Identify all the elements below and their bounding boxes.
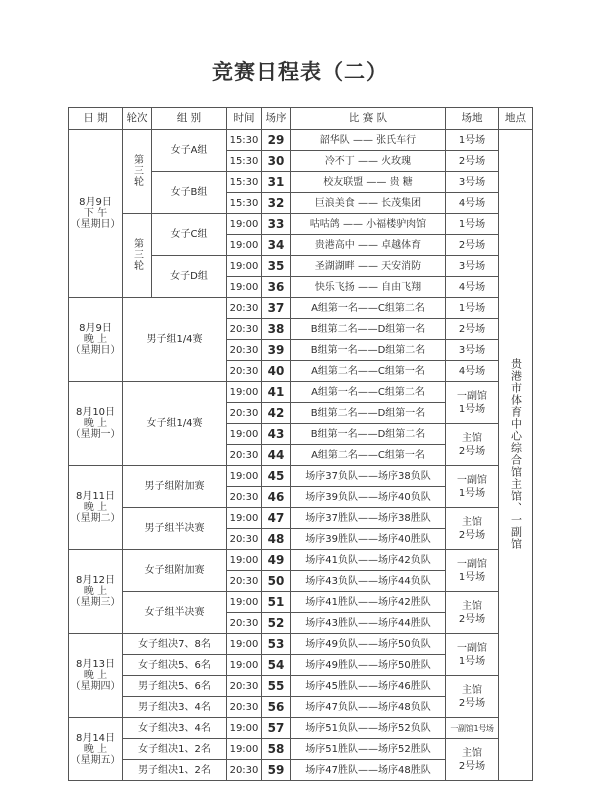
venue-cell: 2号场 (446, 235, 499, 256)
seq-cell: 50 (262, 571, 291, 592)
teams-cell: 场序37负队——场序38负队 (291, 466, 446, 487)
round-cell (123, 214, 152, 298)
group-cell: 女子C组 (152, 214, 227, 256)
group-cell: 女子A组 (152, 130, 227, 172)
seq-cell: 47 (262, 508, 291, 529)
teams-cell: 场序41胜队——场序42胜队 (291, 592, 446, 613)
date-day: 8月13日 (75, 659, 116, 670)
group-cell: 男子组附加赛 (123, 466, 227, 508)
time-cell: 19:00 (227, 634, 262, 655)
seq-cell: 45 (262, 466, 291, 487)
seq-cell: 51 (262, 592, 291, 613)
teams-cell: 快乐飞扬 —— 自由飞翔 (291, 277, 446, 298)
teams-cell: 韶华队 —— 张氏车行 (291, 130, 446, 151)
seq-cell: 41 (262, 382, 291, 403)
teams-cell: 场序51胜队——场序52胜队 (291, 739, 446, 760)
date-cell (69, 466, 123, 550)
table-row (69, 382, 533, 403)
venue-court: 1号场 (458, 655, 486, 667)
group-cell: 女子组1/4赛 (123, 382, 227, 466)
time-cell: 19:00 (227, 214, 262, 235)
teams-cell: B组第一名——D组第二名 (291, 340, 446, 361)
seq-cell: 48 (262, 529, 291, 550)
seq-cell: 39 (262, 340, 291, 361)
venue-court: 1号场 (458, 487, 486, 499)
teams-cell: B组第二名——D组第一名 (291, 319, 446, 340)
table-row (69, 592, 533, 613)
venue-court: 2号场 (458, 697, 486, 709)
teams-cell: 场序49胜队——场序50胜队 (291, 655, 446, 676)
group-cell: 男子组决1、2名 (123, 760, 227, 781)
location-cell (499, 130, 533, 781)
group-cell: 女子D组 (152, 256, 227, 298)
seq-cell: 35 (262, 256, 291, 277)
venue-court: 2号场 (458, 613, 486, 625)
date-cell (69, 130, 123, 298)
date-period: 晚 上 (83, 334, 108, 345)
time-cell: 19:00 (227, 277, 262, 298)
venue-cell: 4号场 (446, 361, 499, 382)
teams-cell: B组第一名——D组第二名 (291, 424, 446, 445)
table-row (69, 298, 533, 319)
teams-cell: 场序39负队——场序40负队 (291, 487, 446, 508)
venue-hall: 一副馆 (457, 390, 487, 402)
header-group: 组 别 (152, 108, 227, 130)
date-day: 8月9日 (79, 323, 112, 334)
round-label: 第三轮 (131, 153, 143, 187)
venue-cell (446, 739, 499, 781)
group-cell: 男子组半决赛 (123, 508, 227, 550)
teams-cell: 场序41负队——场序42负队 (291, 550, 446, 571)
date-weekday: （星期二） (70, 513, 121, 524)
venue-cell: 2号场 (446, 151, 499, 172)
seq-cell: 31 (262, 172, 291, 193)
table-row (69, 508, 533, 529)
page-title: 竞赛日程表（二） (212, 60, 388, 84)
teams-cell: 场序43胜队——场序44胜队 (291, 613, 446, 634)
date-weekday: （星期五） (70, 754, 121, 766)
venue-cell: 一副馆1号场 (446, 718, 499, 739)
date-day: 8月9日 (79, 197, 112, 208)
teams-cell: 场序49负队——场序50负队 (291, 634, 446, 655)
time-cell: 20:30 (227, 487, 262, 508)
date-day: 8月11日 (75, 491, 116, 502)
date-cell (69, 718, 123, 781)
seq-cell: 36 (262, 277, 291, 298)
seq-cell: 42 (262, 403, 291, 424)
venue-cell: 3号场 (446, 256, 499, 277)
venue-hall: 主馆 (462, 600, 482, 612)
date-weekday: （星期日） (70, 219, 121, 230)
venue-cell (446, 424, 499, 466)
teams-cell: 场序45胜队——场序46胜队 (291, 676, 446, 697)
teams-cell: 冷不丁 —— 火玫瑰 (291, 151, 446, 172)
venue-hall: 主馆 (462, 747, 482, 759)
seq-cell: 49 (262, 550, 291, 571)
venue-cell (446, 550, 499, 592)
header-row (69, 108, 533, 130)
teams-cell: A组第二名——C组第一名 (291, 445, 446, 466)
venue-hall: 主馆 (462, 684, 482, 696)
table-row (69, 634, 533, 655)
venue-court: 1号场 (458, 403, 486, 415)
venue-court: 1号场 (458, 571, 486, 583)
date-period: 晚 上 (83, 670, 108, 681)
seq-cell: 30 (262, 151, 291, 172)
time-cell: 19:00 (227, 550, 262, 571)
header-location: 地点 (499, 108, 533, 130)
seq-cell: 52 (262, 613, 291, 634)
venue-cell: 4号场 (446, 277, 499, 298)
header-date: 日 期 (69, 108, 123, 130)
teams-cell: A组第一名——C组第二名 (291, 382, 446, 403)
time-cell: 20:30 (227, 571, 262, 592)
seq-cell: 57 (262, 718, 291, 739)
group-cell: 男子组决5、6名 (123, 676, 227, 697)
seq-cell: 58 (262, 739, 291, 760)
teams-cell: 场序51负队——场序52负队 (291, 718, 446, 739)
group-cell: 女子组决1、2名 (123, 739, 227, 760)
round-label: 第三轮 (131, 237, 143, 271)
seq-cell: 37 (262, 298, 291, 319)
date-period: 下 午 (83, 208, 108, 219)
venue-cell (446, 466, 499, 508)
teams-cell: 贵港高中 —— 卓越体育 (291, 235, 446, 256)
date-period: 晚 上 (83, 586, 108, 597)
venue-cell: 2号场 (446, 319, 499, 340)
venue-cell: 3号场 (446, 172, 499, 193)
time-cell: 15:30 (227, 172, 262, 193)
group-cell: 女子组半决赛 (123, 592, 227, 634)
venue-court: 2号场 (458, 529, 486, 541)
seq-cell: 32 (262, 193, 291, 214)
venue-cell (446, 382, 499, 424)
teams-cell: B组第二名——D组第一名 (291, 403, 446, 424)
venue-cell (446, 634, 499, 676)
header-teams: 比 赛 队 (291, 108, 446, 130)
venue-cell: 1号场 (446, 130, 499, 151)
date-period: 晚 上 (83, 743, 108, 755)
time-cell: 20:30 (227, 319, 262, 340)
time-cell: 19:00 (227, 508, 262, 529)
schedule-table (68, 107, 533, 781)
date-day: 8月12日 (75, 575, 116, 586)
header-venue: 场地 (446, 108, 499, 130)
group-cell: 女子组附加赛 (123, 550, 227, 592)
table-row (69, 214, 533, 235)
date-cell (69, 550, 123, 634)
seq-cell: 54 (262, 655, 291, 676)
table-row (69, 739, 533, 760)
teams-cell: 巨浪美食 —— 长茂集团 (291, 193, 446, 214)
seq-cell: 46 (262, 487, 291, 508)
seq-cell: 59 (262, 760, 291, 781)
teams-cell: 校友联盟 —— 贵 糖 (291, 172, 446, 193)
time-cell: 20:30 (227, 697, 262, 718)
seq-cell: 33 (262, 214, 291, 235)
venue-court: 2号场 (458, 760, 486, 772)
venue-cell: 1号场 (446, 298, 499, 319)
venue-hall: 一副馆 (457, 558, 487, 570)
seq-cell: 29 (262, 130, 291, 151)
venue-hall: 主馆 (462, 516, 482, 528)
table-row (69, 676, 533, 697)
teams-cell: 场序37胜队——场序38胜队 (291, 508, 446, 529)
time-cell: 20:30 (227, 298, 262, 319)
group-cell: 男子组1/4赛 (123, 298, 227, 382)
date-cell (69, 634, 123, 718)
date-weekday: （星期日） (70, 345, 121, 356)
table-row (69, 718, 533, 739)
time-cell: 19:00 (227, 382, 262, 403)
teams-cell: A组第一名——C组第二名 (291, 298, 446, 319)
venue-hall: 一副馆 (457, 642, 487, 654)
date-day: 8月10日 (75, 407, 116, 418)
time-cell: 19:00 (227, 235, 262, 256)
time-cell: 19:00 (227, 424, 262, 445)
table-row (69, 550, 533, 571)
seq-cell: 34 (262, 235, 291, 256)
time-cell: 20:30 (227, 340, 262, 361)
teams-cell: 咕咕鸽 —— 小福楼驴肉馆 (291, 214, 446, 235)
date-period: 晚 上 (83, 502, 108, 513)
seq-cell: 44 (262, 445, 291, 466)
date-day: 8月14日 (75, 732, 116, 744)
date-weekday: （星期三） (70, 597, 121, 608)
header-round: 轮次 (123, 108, 152, 130)
time-cell: 19:00 (227, 718, 262, 739)
seq-cell: 40 (262, 361, 291, 382)
venue-cell: 3号场 (446, 340, 499, 361)
venue-cell: 4号场 (446, 193, 499, 214)
date-weekday: （星期一） (70, 429, 121, 440)
teams-cell: 场序47负队——场序48负队 (291, 697, 446, 718)
time-cell: 19:00 (227, 466, 262, 487)
seq-cell: 38 (262, 319, 291, 340)
group-cell: 女子组决7、8名 (123, 634, 227, 655)
group-cell: 女子B组 (152, 172, 227, 214)
seq-cell: 53 (262, 634, 291, 655)
table-row (69, 130, 533, 151)
time-cell: 15:30 (227, 151, 262, 172)
venue-cell (446, 508, 499, 550)
teams-cell: 圣湖湖畔 —— 天安消防 (291, 256, 446, 277)
venue-cell (446, 592, 499, 634)
time-cell: 20:30 (227, 529, 262, 550)
date-cell (69, 382, 123, 466)
time-cell: 19:00 (227, 739, 262, 760)
table-row (69, 466, 533, 487)
venue-hall: 主馆 (462, 432, 482, 444)
time-cell: 20:30 (227, 613, 262, 634)
time-cell: 15:30 (227, 193, 262, 214)
time-cell: 15:30 (227, 130, 262, 151)
group-cell: 男子组决3、4名 (123, 697, 227, 718)
teams-cell: 场序39胜队——场序40胜队 (291, 529, 446, 550)
teams-cell: A组第二名——C组第一名 (291, 361, 446, 382)
time-cell: 20:30 (227, 361, 262, 382)
venue-hall: 一副馆 (457, 474, 487, 486)
time-cell: 20:30 (227, 403, 262, 424)
venue-court: 2号场 (458, 445, 486, 457)
time-cell: 20:30 (227, 760, 262, 781)
time-cell: 20:30 (227, 676, 262, 697)
time-cell: 19:00 (227, 256, 262, 277)
round-cell (123, 130, 152, 214)
time-cell: 19:00 (227, 592, 262, 613)
teams-cell: 场序43负队——场序44负队 (291, 571, 446, 592)
header-seq: 场序 (262, 108, 291, 130)
venue-cell (446, 676, 499, 718)
group-cell: 女子组决5、6名 (123, 655, 227, 676)
date-cell (69, 298, 123, 382)
seq-cell: 55 (262, 676, 291, 697)
group-cell: 女子组决3、4名 (123, 718, 227, 739)
date-period: 晚 上 (83, 418, 108, 429)
time-cell: 20:30 (227, 445, 262, 466)
seq-cell: 43 (262, 424, 291, 445)
date-weekday: （星期四） (70, 681, 121, 692)
teams-cell: 场序47胜队——场序48胜队 (291, 760, 446, 781)
location-label: 贵港市体育中心综合馆主馆、一副馆 (509, 357, 523, 550)
header-time: 时间 (227, 108, 262, 130)
venue-cell: 1号场 (446, 214, 499, 235)
time-cell: 19:00 (227, 655, 262, 676)
seq-cell: 56 (262, 697, 291, 718)
